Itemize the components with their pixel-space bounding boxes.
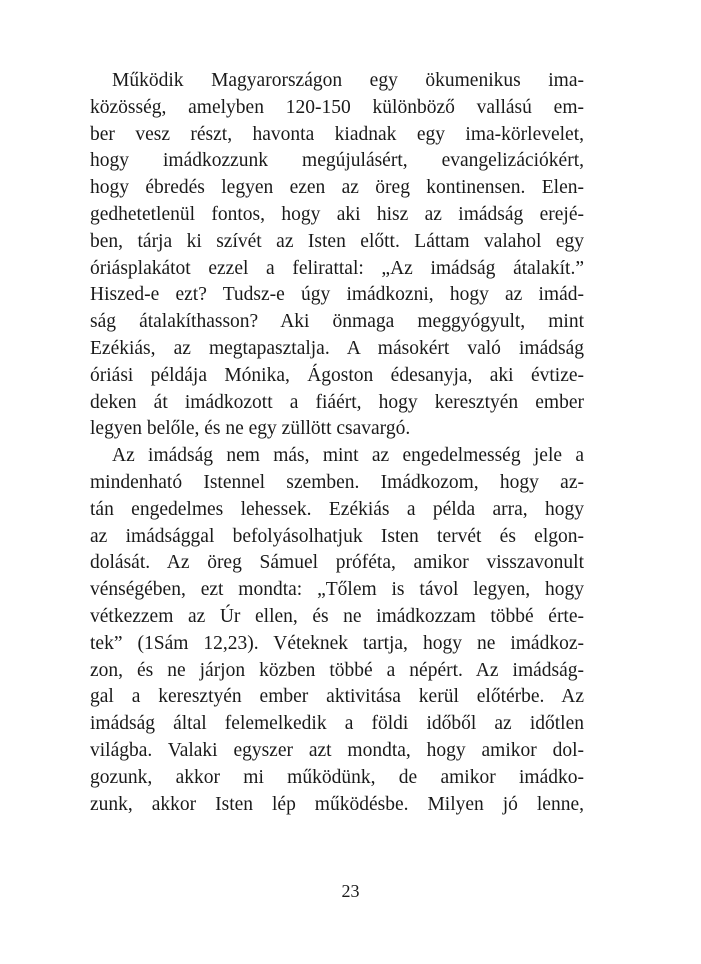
text-line: mindenható Istennel szemben. Imádkozom, hogy az- bbox=[90, 471, 584, 493]
text-line: zon, és ne járjon közben többé a népért. Az imádság- bbox=[90, 659, 584, 681]
text-line: zunk, akkor Isten lép működésbe. Milyen jó lenne, bbox=[90, 793, 584, 815]
body-text bbox=[90, 68, 584, 818]
text-line: dolását. Az öreg Sámuel próféta, amikor visszavonult bbox=[90, 552, 584, 574]
text-line: ben, tárja ki szívét az Isten előtt. Láttam valahol egy bbox=[90, 230, 584, 252]
text-line: óriási példája Mónika, Ágoston édesanyja, aki évtize- bbox=[90, 364, 584, 386]
text-line: deken át imádkozott a fiáért, hogy keresztyén ember bbox=[90, 391, 584, 413]
text-line: gal a keresztyén ember aktivitása kerül előtérbe. Az bbox=[90, 686, 584, 708]
paragraph-2 bbox=[90, 443, 584, 818]
text-line: hogy ébredés legyen ezen az öreg kontinensen. Elen- bbox=[90, 177, 584, 199]
text-line: közösség, amelyben 120-150 különböző vallású em- bbox=[90, 96, 584, 118]
text-line: gedhetetlenül fontos, hogy aki hisz az imádság erejé- bbox=[90, 203, 584, 225]
text-line: az imádsággal befolyásolhatjuk Isten tervét és elgon- bbox=[90, 525, 584, 547]
page-number: 23 bbox=[341, 881, 360, 901]
text-line: Működik Magyarországon egy ökumenikus ima- bbox=[112, 70, 584, 91]
text-line: tek” (1Sám 12,23). Véteknek tartja, hogy ne imádkoz- bbox=[90, 632, 584, 654]
text-line: óriásplakátot ezzel a felirattal: „Az imádság átalakít.” bbox=[90, 257, 584, 279]
text-line: legyen belőle, és ne egy züllött csavargó. bbox=[90, 418, 411, 440]
text-line: Ezékiás, az megtapasztalja. A másokért való imádság bbox=[90, 337, 584, 359]
text-line: ber vesz részt, havonta kiadnak egy ima-körlevelet, bbox=[90, 123, 584, 145]
text-line: imádság által felemelkedik a földi időből az időtlen bbox=[90, 713, 584, 735]
text-line: tán engedelmes lehessek. Ezékiás a példa arra, hogy bbox=[90, 498, 584, 520]
paragraph-1 bbox=[90, 68, 584, 443]
text-line: vétkezzem az Úr ellen, és ne imádkozzam többé érte- bbox=[90, 605, 584, 627]
text-line: ság átalakíthasson? Aki önmaga meggyógyult, mint bbox=[90, 311, 584, 333]
text-line: Hiszed-e ezt? Tudsz-e úgy imádkozni, hogy az imád- bbox=[90, 284, 584, 306]
text-line: gozunk, akkor mi működünk, de amikor imádko- bbox=[90, 766, 584, 788]
text-line: vénségében, ezt mondta: „Tőlem is távol legyen, hogy bbox=[90, 579, 584, 601]
text-line: hogy imádkozzunk megújulásért, evangelizációkért, bbox=[90, 150, 584, 172]
text-line: Az imádság nem más, mint az engedelmesség jele a bbox=[112, 445, 584, 467]
text-line: világba. Valaki egyszer azt mondta, hogy amikor dol- bbox=[90, 739, 584, 761]
